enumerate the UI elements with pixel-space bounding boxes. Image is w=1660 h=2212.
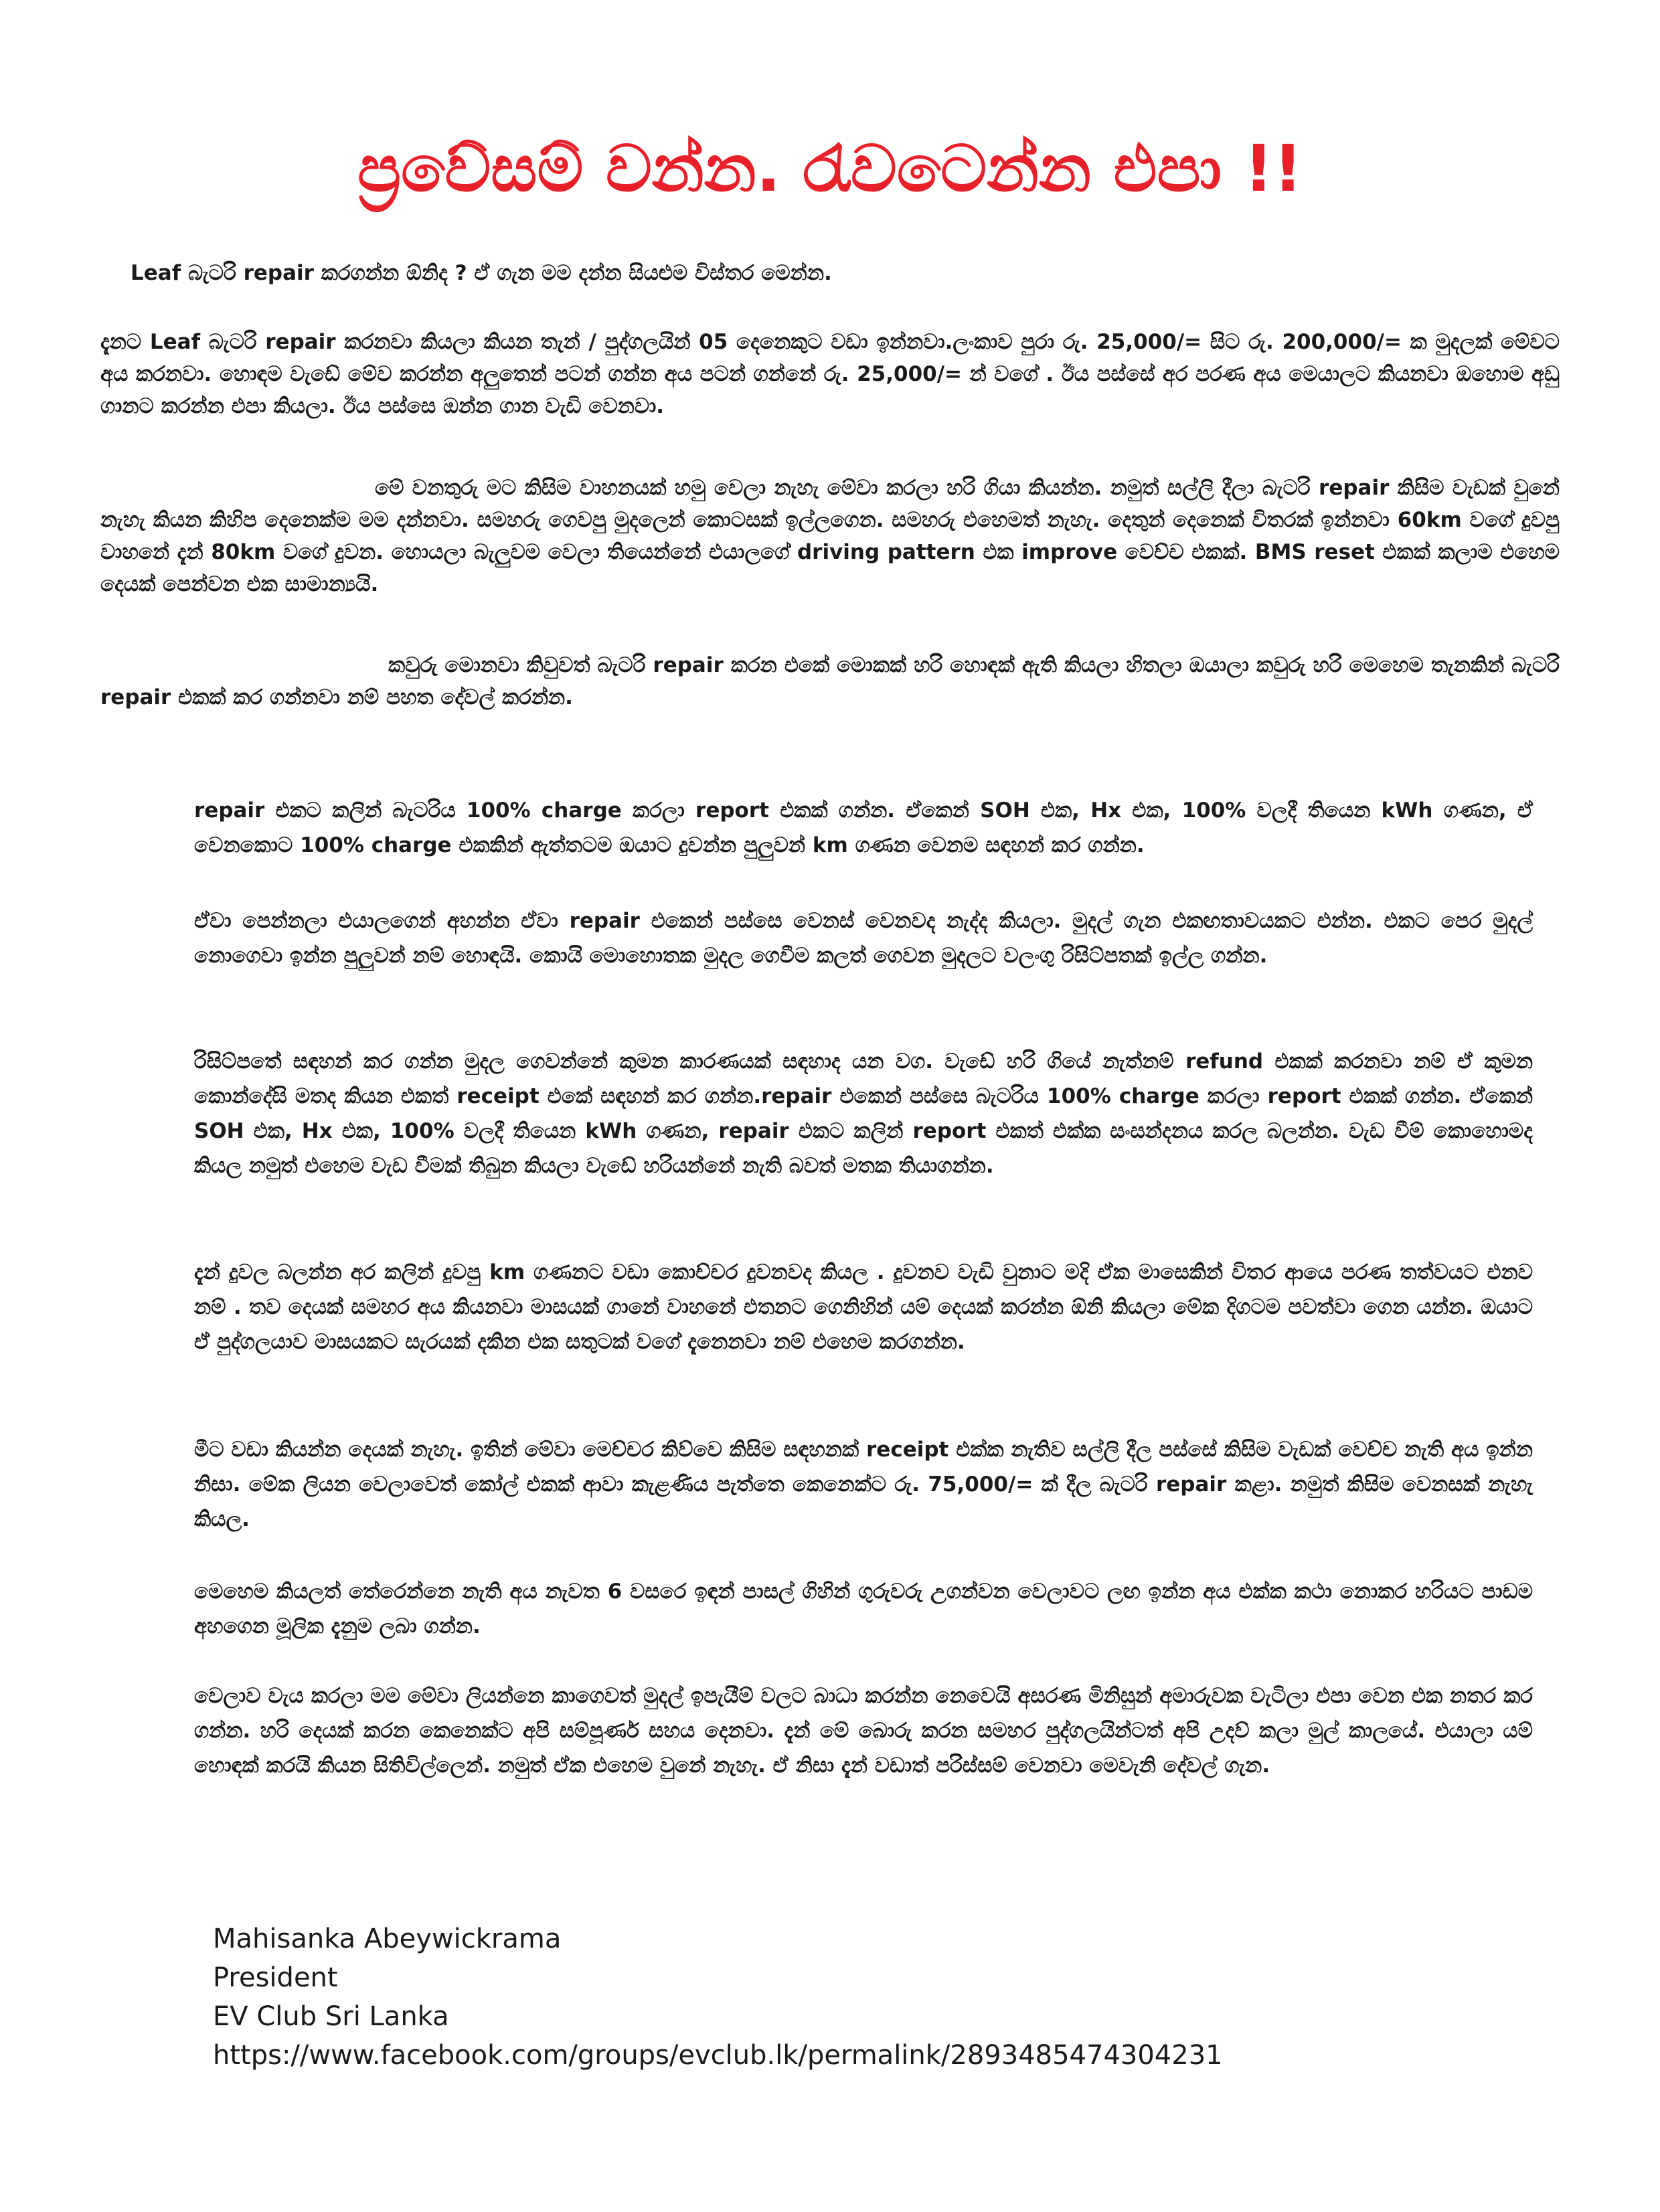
body-paragraph-6: රිසිට්පතේ සඳහන් කර ගන්න මුදල ගෙවන්නේ කුමන කාරණයක් සඳහාද යන වග. වැඩේ හරි ගියේ නැත්නම් refund එකක් කරනවා නම් ඒ කුමන කොන්දේසි මතද කියන එකත් receipt එකේ සඳහන් කර ගන්න.repair එකෙන් පස්සෙ බැටරිය 100% charge කරලා report එකක් ගන්න. ඒකෙන් SOH එක, Hx එක, 100% වලදී තියෙන kWh ගණන, repair එකට කලින් report එකත් එක්ක සංසන්දනය කරල බලන්න. වැඩ වීම් කොහොමද කියල නමුත් එහෙම වැඩ වීමක් තිබුන කියලා වැඩේ හරියන්නේ නැති බවත් මතක තියාගන්න. [194, 1049, 1533, 1178]
body-paragraph-8: මීට වඩා කියන්න දෙයක් නැහැ. ඉතින් මේවා මෙච්චර කිව්වෙ කිසිම සඳහනක් receipt එක්ක නැතිව සල්ලි දීල පස්සේ කිසිම වැඩක් වෙච්ච නැති අය ඉන්න නිසා. මේක ලියන වෙලාවෙත් කෝල් එකක් ආවා කැළණිය පැත්තෙ කෙනෙක්ට රු. 75,000/= ක් දීල බැටරි repair කළා. නමුත් කිසිම වෙනසක් නැහැ කියල. [194, 1438, 1533, 1531]
body-paragraph-5: ඒවා පෙන්නලා එයාලගෙන් අහන්න ඒවා repair එකෙන් පස්සෙ වෙනස් වෙනවද නැද්ද කියලා. මුදල් ගැන එකඟතාවයකට එන්න. එකට පෙර මුදල් නොගෙවා ඉන්න පුලුවන් නම් හොඳයි. කොයි මොහොතක මුදල ගෙවීම කලත් ගෙවන මුදලට වලංගු රිසිට්පතක් ඉල්ල ගන්න. [194, 909, 1533, 968]
body-paragraph-9: මෙහෙම කියලත් තේරෙන්නෙ නැති අය නැවත 6 වසරෙ ඉඳන් පාසල් ගිහින් ගුරුවරු උගන්වන වෙලාවට ලඟ ඉන්න අය එක්ක කථා නොකර හරියට පාඩම අහගෙන මූලික දැනුම ලබා ගන්න. [194, 1580, 1533, 1638]
intro-paragraph: Leaf බැටරි repair කරගන්න ඕනිද ? ඒ ගැන මම දන්න සියළුම විස්තර මෙන්න. [131, 261, 832, 285]
body-paragraph-2: මේ වනතුරු මට කිසිම වාහනයක් හමු වෙලා නැහැ මේවා කරලා හරි ගියා කියන්න. නමුත් සල්ලි දීලා බැටරි repair කිසිම වැඩක් වුනේ නැහැ කියන කිහිප දෙනෙක්ම මම දන්නවා. සමහරු ගෙවපු මුදලෙන් කොටසක් ඉල්ලගෙන. සමහරු එහෙමත් නැහැ. දෙතුන් දෙනෙක් විතරක් ඉන්නවා 60km වගේ දුවපු වාහනේ දැන් 80km වගේ දුවන. හොයලා බැලුවම වෙලා තියෙන්නේ එයාලගේ driving pattern එක improve වෙච්ච එකක්. BMS reset එකක් කලාම එහෙම දෙයක් පෙන්වන එක සාමාන්‍යයි. [100, 476, 1560, 596]
page-title: ප්‍රවේසම් වන්න. රැවටෙන්න එපා !! [357, 131, 1303, 207]
signature-role: President [213, 1962, 338, 1993]
signature-organization: EV Club Sri Lanka [213, 2001, 449, 2032]
body-paragraph-4: repair එකට කලින් බැටරිය 100% charge කරලා report එකක් ගන්න. ඒකෙන් SOH එක, Hx එක, 100% වලදී තියෙන kWh ගණන, ඒ වෙනකොට 100% charge එකකින් ඇත්තටම ඔයාට දුවන්න පුලුවන් km ගණන වෙනම සඳහන් කර ගන්න. [194, 798, 1533, 857]
body-paragraph-3: කවුරු මොනවා කිවුවත් බැටරි repair කරන එකේ මොකක් හරි හොඳක් ඇති කියලා හිතලා ඔයාලා කවුරු හරි මෙහෙම තැනකින් බැටරි repair එකක් කර ගන්නවා නම් පහත දේවල් කරන්න. [100, 653, 1560, 709]
body-paragraph-1: දැනට Leaf බැටරි repair කරනවා කියලා කියන තැන් / පුද්ගලයින් 05 දෙනෙකුට වඩා ඉන්නවා.ලංකාව පුරා රු. 25,000/= සිට රු. 200,000/= ක මුදලක් මේවට අය කරනවා. හොඳම වැඩේ මේව කරන්න අලුතෙන් පටන් ගන්න අය පටන් ගන්නේ රු. 25,000/= න් වගේ . ඊය පස්සේ අර පරණ අය මෙයාලට කියනවා ඔහොම අඩු ගානට කරන්න එපා කියලා. ඊය පස්සෙ ඔන්න ගාන වැඩි වෙනවා. [100, 330, 1560, 418]
signature-link[interactable]: https://www.facebook.com/groups/evclub.lk/permalink/2893485474304231 [213, 2040, 1223, 2071]
body-paragraph-10: වෙලාව වැය කරලා මම මේවා ලියන්නෙ කාගෙවත් මුදල් ඉපැයීම් වලට බාධා කරන්න නෙවෙයි අසරණ මිනිසුන් අමාරුවක වැටිලා එපා වෙන එක නතර කර ගන්න. හරි දෙයක් කරන කෙනෙක්ට අපි සම්පූර්ණ සහය දෙනවා. දැන් මේ බොරු කරන සමහර පුද්ගලයින්ටත් අපි උදව් කලා මුල් කාලයේ. එයාලා යම් හොඳක් කරයි කියන සිතිවිල්ලෙන්. නමුත් ඒක එහෙම වුනේ නැහැ. ඒ නිසා දැන් වඩාත් පරිස්සම් වෙනවා මෙවැනි දේවල් ගැන. [194, 1684, 1533, 1778]
signature-name: Mahisanka Abeywickrama [213, 1924, 562, 1954]
signature-block [213, 1920, 1485, 2075]
body-paragraph-7: දැන් දුවල බලන්න අර කලින් දුවපු km ගණනට වඩා කොච්චර දුවනවද කියල . දුවනව වැඩි වුනාට මදි ඒක මාසෙකින් විතර ආයෙ පරණ තත්වයට එනව නම් . තව දෙයක් සමහර අය කියනවා මාසයක් ගානේ වාහනේ එතනට ගෙනිහින් යම් දෙයක් කරන්න ඕනි කියලා මේක දිගටම පවත්වා ගෙන යන්න. ඔයාට ඒ පුද්ගලයාව මාසයකට සැරයක් දකින එක සතුටක් වගේ දැනෙනවා නම් එහෙම කරගන්න. [194, 1260, 1533, 1354]
